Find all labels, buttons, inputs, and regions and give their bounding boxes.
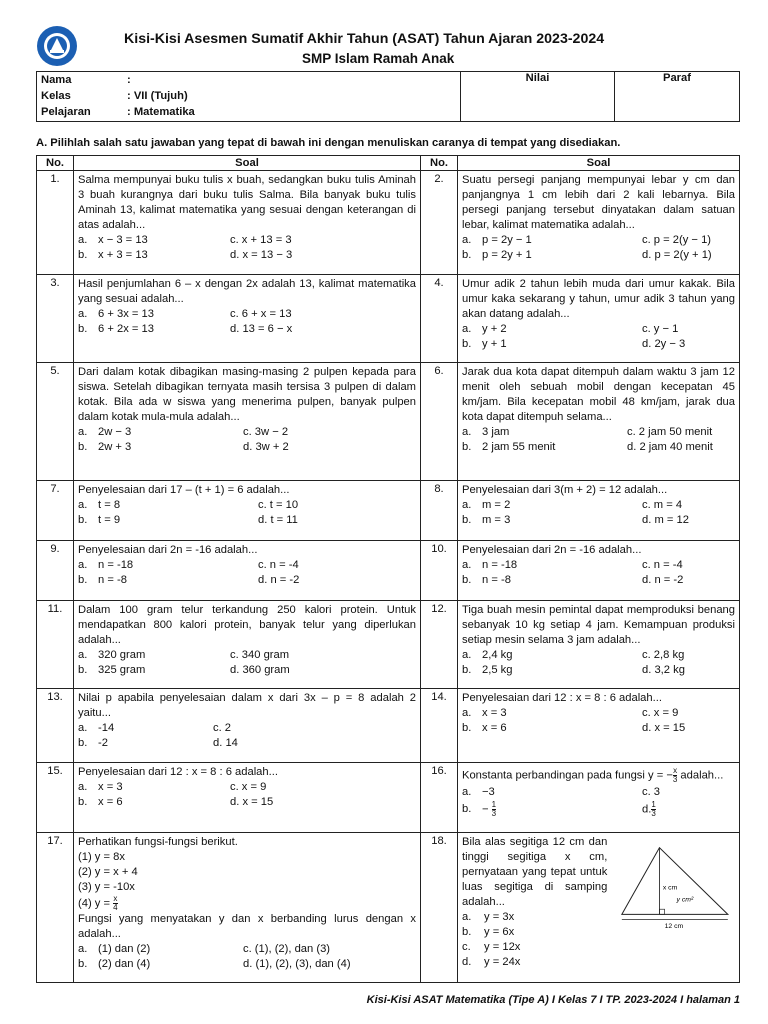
question-7 [74, 481, 421, 541]
option-b[interactable]: 2w + 3 [98, 441, 132, 453]
option-label: c. [462, 941, 471, 953]
triangle-shape [622, 848, 728, 915]
fraction-den: 3 [651, 809, 656, 818]
question-18 [458, 833, 740, 983]
question-text: Penyelesaian dari 12 : x = 8 : 6 adalah... [78, 766, 278, 778]
question-text-part: adalah... [677, 769, 724, 782]
question-12 [458, 601, 740, 689]
option-label: a. [78, 499, 88, 511]
option-d[interactable]: d. t = 11 [258, 514, 298, 526]
question-3 [74, 275, 421, 363]
nilai-label: Nilai [525, 72, 550, 84]
minus-sign: − [482, 803, 489, 816]
option-label: b. [78, 323, 88, 335]
question-2 [458, 171, 740, 275]
school-logo-icon [36, 25, 78, 67]
option-label: a. [462, 649, 472, 661]
option-c[interactable]: y = 12x [484, 941, 521, 953]
option-c[interactable]: c. y − 1 [642, 323, 679, 335]
fraction-num: 1 [651, 800, 656, 809]
fraction [651, 801, 655, 818]
option-label: b. [78, 664, 88, 676]
header-no-right: No. [421, 156, 458, 171]
option-b[interactable]: 2,5 kg [482, 664, 513, 676]
question-text: Penyelesaian dari 2n = -16 adalah... [78, 544, 258, 556]
option-b[interactable]: x = 6 [482, 722, 507, 734]
question-text: Dari dalam kotak dibagikan masing-masing 2 pulpen kepada para siswa. Setelah dibagikan ternyata masih tersisa 3 pulpen di dalam kotak. Bila ada w siswa yang menerima pulpen, banyak pulpen dalam kotak mula-mula adalah... [78, 366, 416, 423]
question-number: 16. [421, 763, 458, 833]
question-number: 1. [37, 171, 74, 275]
question-text: Fungsi yang menyatakan y dan x berbanding lurus dengan x adalah... [78, 913, 416, 940]
option-a[interactable]: 6 + 3x = 13 [98, 308, 154, 320]
option-b[interactable]: 325 gram [98, 664, 146, 676]
option-a[interactable]: 320 gram [98, 649, 146, 661]
option-label: b. [78, 249, 88, 261]
option-a[interactable]: -14 [98, 722, 115, 734]
question-text: Penyelesaian dari 3(m + 2) = 12 adalah... [462, 484, 668, 496]
question-text: Nilai p apabila penyelesaian dalam x dari 3x – p = 8 adalah 2 yaitu... [78, 692, 416, 719]
option-d[interactable]: d. x = 13 − 3 [230, 249, 293, 261]
question-number: 4. [421, 275, 458, 363]
question-number: 9. [37, 541, 74, 601]
question-text: Salma mempunyai buku tulis x buah, sedangkan buku tulis Aminah 3 buah kurangnya dari buku tulis Salma. Bila banyak buku tulis Aminah 13, kalimat matematika yang sesuai dengan keterangan di atas adalah... [78, 174, 416, 231]
option-label: b. [462, 803, 472, 815]
option-d[interactable]: d. 13 = 6 − x [230, 323, 293, 335]
option-label: b. [462, 574, 472, 586]
table-header-row [37, 156, 740, 171]
option-label: b. [78, 958, 88, 970]
document-header [36, 25, 740, 71]
option-label: b. [462, 664, 472, 676]
option-label: a. [78, 781, 88, 793]
option-c[interactable]: c. x = 9 [230, 781, 267, 793]
table-row [37, 541, 740, 601]
option-label: a. [78, 559, 88, 571]
option-b[interactable]: y + 1 [482, 338, 507, 350]
option-label: a. [462, 234, 472, 246]
question-text: Penyelesaian dari 17 – (t + 1) = 6 adalah... [78, 484, 290, 496]
question-text [462, 767, 735, 784]
fraction-den: 4 [113, 903, 118, 912]
option-label: b. [462, 338, 472, 350]
option-label: a. [78, 308, 88, 320]
option-b[interactable]: x + 3 = 13 [98, 249, 148, 261]
table-row [37, 171, 740, 275]
option-label: a. [78, 649, 88, 661]
option-c[interactable]: c. n = -4 [642, 559, 683, 571]
option-b[interactable]: y = 6x [484, 926, 515, 938]
option-label: b. [78, 514, 88, 526]
option-a[interactable]: n = -18 [98, 559, 134, 571]
question-8 [458, 481, 740, 541]
option-b[interactable]: p = 2y + 1 [482, 249, 532, 261]
option-label: a. [462, 559, 472, 571]
option-d[interactable]: d. 3w + 2 [243, 441, 289, 453]
question-number: 8. [421, 481, 458, 541]
table-row [37, 363, 740, 481]
nama-field[interactable]: : [127, 74, 131, 86]
option-b[interactable]: 6 + 2x = 13 [98, 323, 154, 335]
option-a[interactable]: p = 2y − 1 [482, 234, 532, 246]
option-a[interactable]: 2,4 kg [482, 649, 513, 661]
option-d[interactable]: d. x = 15 [230, 796, 274, 808]
function-1: (1) y = 8x [78, 851, 125, 863]
option-label: a. [78, 722, 88, 734]
option-label: a. [462, 786, 472, 798]
header-no-left: No. [37, 156, 74, 171]
option-a[interactable]: t = 8 [98, 499, 121, 511]
option-c[interactable]: c. 3 [642, 786, 661, 798]
option-a[interactable]: m = 2 [482, 499, 511, 511]
option-c[interactable]: c. 2 [213, 722, 232, 734]
option-label: b. [78, 574, 88, 586]
option-b[interactable]: (2) dan (4) [98, 958, 151, 970]
option-label: a. [462, 323, 472, 335]
questions-table [36, 155, 740, 983]
header-soal-right: Soal [458, 156, 740, 171]
option-label: b. [462, 249, 472, 261]
question-number: 10. [421, 541, 458, 601]
question-17 [74, 833, 421, 983]
question-number: 17. [37, 833, 74, 983]
nama-label: Nama [41, 74, 72, 86]
question-number: 18. [421, 833, 458, 983]
question-number: 13. [37, 689, 74, 763]
option-label: b. [78, 796, 88, 808]
option-b[interactable] [482, 801, 622, 818]
option-d[interactable]: d. x = 15 [642, 722, 686, 734]
question-6 [458, 363, 740, 481]
page-footer: Kisi-Kisi ASAT Matematika (Tipe A) I Kelas 7 I TP. 2023-2024 I halaman 1 [366, 994, 740, 1006]
question-number: 6. [421, 363, 458, 481]
option-b[interactable]: t = 9 [98, 514, 121, 526]
question-13 [74, 689, 421, 763]
option-c[interactable]: c. 6 + x = 13 [230, 308, 292, 320]
option-b[interactable]: n = -8 [482, 574, 511, 586]
section-instruction: A. Pilihlah salah satu jawaban yang tepat di bawah ini dengan menuliskan caranya di tempat yang disediakan. [36, 137, 621, 149]
question-number: 11. [37, 601, 74, 689]
question-text: Dalam 100 gram telur terkandung 250 kalori protein. Untuk mendapatkan 800 kalori protein, banyak telur yang diperlukan adalah... [78, 604, 416, 646]
question-text: Jarak dua kota dapat ditempuh dalam waktu 3 jam 12 menit oleh sebuah mobil dengan kecepatan 45 km/jam. Bila kecepatan mobil 48 km/jam, jarak dua kota dapat ditempuh selama... [462, 366, 735, 423]
fraction [113, 895, 117, 912]
fraction-num: x [113, 894, 118, 903]
pelajaran-label: Pelajaran [41, 106, 91, 118]
function-4-label: (4) y = [78, 897, 111, 910]
question-text: Hasil penjumlahan 6 – x dengan 2x adalah 13, kalimat matematika yang sesuai adalah... [78, 278, 416, 305]
question-text-part: Konstanta perbandingan pada fungsi y = − [462, 769, 673, 782]
option-d[interactable]: d. 3,2 kg [642, 664, 685, 676]
base-label: 12 cm [664, 923, 684, 931]
option-a[interactable]: x − 3 = 13 [98, 234, 148, 246]
question-number: 5. [37, 363, 74, 481]
option-a[interactable]: y + 2 [482, 323, 507, 335]
option-d[interactable]: d. 14 [213, 737, 238, 749]
option-b[interactable]: 2 jam 55 menit [482, 441, 556, 453]
option-label: b. [78, 737, 88, 749]
option-c[interactable]: c. n = -4 [258, 559, 299, 571]
question-number: 3. [37, 275, 74, 363]
option-a[interactable]: (1) dan (2) [98, 943, 151, 955]
nilai-box[interactable] [461, 72, 615, 122]
header-soal-left: Soal [74, 156, 421, 171]
fraction-num: 1 [491, 800, 497, 809]
fraction [492, 801, 496, 818]
question-9 [74, 541, 421, 601]
option-d[interactable]: d. (1), (2), (3), dan (4) [243, 958, 351, 970]
kelas-label: Kelas [41, 90, 71, 102]
question-14 [458, 689, 740, 763]
option-c[interactable]: c. m = 4 [642, 499, 683, 511]
option-b[interactable]: -2 [98, 737, 108, 749]
option-a[interactable]: y = 3x [484, 911, 515, 923]
table-row [37, 481, 740, 541]
option-d[interactable]: d. 2y − 3 [642, 338, 686, 350]
table-row [37, 689, 740, 763]
table-row [37, 833, 740, 983]
question-text: Tiga buah mesin pemintal dapat memproduksi benang sebanyak 10 kg setiap 4 jam. Kemampuan produksi setiap mesin selama 3 jam adalah... [462, 604, 735, 646]
option-label: a. [78, 234, 88, 246]
option-a[interactable]: x = 3 [482, 707, 507, 719]
option-c[interactable]: c. 3w − 2 [243, 426, 289, 438]
question-5 [74, 363, 421, 481]
option-a[interactable]: −3 [482, 786, 495, 798]
option-label: b. [462, 514, 472, 526]
option-a[interactable]: n = -18 [482, 559, 518, 571]
school-name: SMP Islam Ramah Anak [302, 51, 455, 66]
option-label: b. [462, 441, 472, 453]
question-number: 14. [421, 689, 458, 763]
option-d-label: d. [642, 803, 652, 816]
student-identity-table [36, 71, 740, 122]
question-4 [458, 275, 740, 363]
question-16 [458, 763, 740, 833]
function-3: (3) y = -10x [78, 881, 135, 893]
option-b[interactable]: x = 6 [98, 796, 123, 808]
question-text: Umur adik 2 tahun lebih muda dari umur kakak. Bila umur kaka sekarang y tahun, umur adik 3 tahun yang akan datang adalah... [462, 278, 735, 320]
option-c[interactable]: c. p = 2(y − 1) [642, 234, 712, 246]
right-angle-mark [660, 909, 665, 914]
option-c[interactable]: c. 340 gram [230, 649, 290, 661]
fraction-den: 3 [491, 809, 497, 818]
question-intro: Perhatikan fungsi-fungsi berikut. [78, 836, 238, 848]
fraction-den: 3 [672, 775, 678, 784]
question-text: Bila alas segitiga 12 cm dan tinggi segitiga x cm, pernyataan yang tepat untuk luas segitiga di samping adalah... [462, 836, 608, 908]
table-row [37, 601, 740, 689]
kelas-value: : VII (Tujuh) [127, 90, 188, 102]
option-d[interactable] [642, 801, 735, 818]
question-15 [74, 763, 421, 833]
option-label: a. [462, 911, 472, 923]
option-d[interactable]: d. n = -2 [258, 574, 300, 586]
document-title: Kisi-Kisi Asesmen Sumatif Akhir Tahun (ASAT) Tahun Ajaran 2023-2024 [124, 31, 605, 47]
question-10 [458, 541, 740, 601]
table-row [37, 763, 740, 833]
option-d[interactable]: d. 2 jam 40 menit [627, 441, 713, 453]
option-label: a. [462, 499, 472, 511]
function-4 [78, 895, 416, 912]
question-number: 7. [37, 481, 74, 541]
option-d[interactable]: d. m = 12 [642, 514, 689, 526]
option-d[interactable]: d. 360 gram [230, 664, 290, 676]
table-row [37, 275, 740, 363]
option-label: b. [78, 441, 88, 453]
option-c[interactable]: c. x = 9 [642, 707, 679, 719]
option-c[interactable]: c. (1), (2), dan (3) [243, 943, 331, 955]
option-a[interactable]: 3 jam [482, 426, 510, 438]
pelajaran-value: : Matematika [127, 106, 195, 118]
fraction-num: x [673, 766, 678, 775]
option-label: a. [78, 426, 88, 438]
question-text: Suatu persegi panjang mempunyai lebar y cm dan panjangnya 1 cm lebih dari 2 kali lebarnya. Bila persegi panjang tersebut dinyatakan dalam satuan lebar, kalimat matematika adalah... [462, 174, 735, 231]
option-d[interactable]: d. p = 2(y + 1) [642, 249, 712, 261]
option-b[interactable]: n = -8 [98, 574, 127, 586]
paraf-label: Paraf [663, 72, 691, 84]
function-2: (2) y = x + 4 [78, 866, 138, 878]
question-11 [74, 601, 421, 689]
height-label: x cm [663, 884, 678, 892]
option-c[interactable]: c. x + 13 = 3 [230, 234, 292, 246]
option-d[interactable]: d. n = -2 [642, 574, 684, 586]
question-text: Penyelesaian dari 2n = -16 adalah... [462, 544, 642, 556]
option-d[interactable]: y = 24x [484, 956, 521, 968]
option-a[interactable]: x = 3 [98, 781, 123, 793]
option-label: a. [78, 943, 88, 955]
option-c[interactable]: c. 2 jam 50 menit [627, 426, 713, 438]
option-label: a. [462, 707, 472, 719]
option-label: b. [462, 926, 472, 938]
option-label: d. [462, 956, 472, 968]
option-a[interactable]: 2w − 3 [98, 426, 132, 438]
question-text: Penyelesaian dari 12 : x = 8 : 6 adalah... [462, 692, 662, 704]
option-label: a. [462, 426, 472, 438]
option-label: b. [462, 722, 472, 734]
option-b[interactable]: m = 3 [482, 514, 511, 526]
question-number: 2. [421, 171, 458, 275]
area-label: y cm² [676, 896, 694, 904]
question-number: 12. [421, 601, 458, 689]
question-number: 15. [37, 763, 74, 833]
option-c[interactable]: c. t = 10 [258, 499, 299, 511]
triangle-figure [615, 837, 735, 937]
paraf-box[interactable] [615, 72, 740, 122]
question-1 [74, 171, 421, 275]
option-c[interactable]: c. 2,8 kg [642, 649, 685, 661]
